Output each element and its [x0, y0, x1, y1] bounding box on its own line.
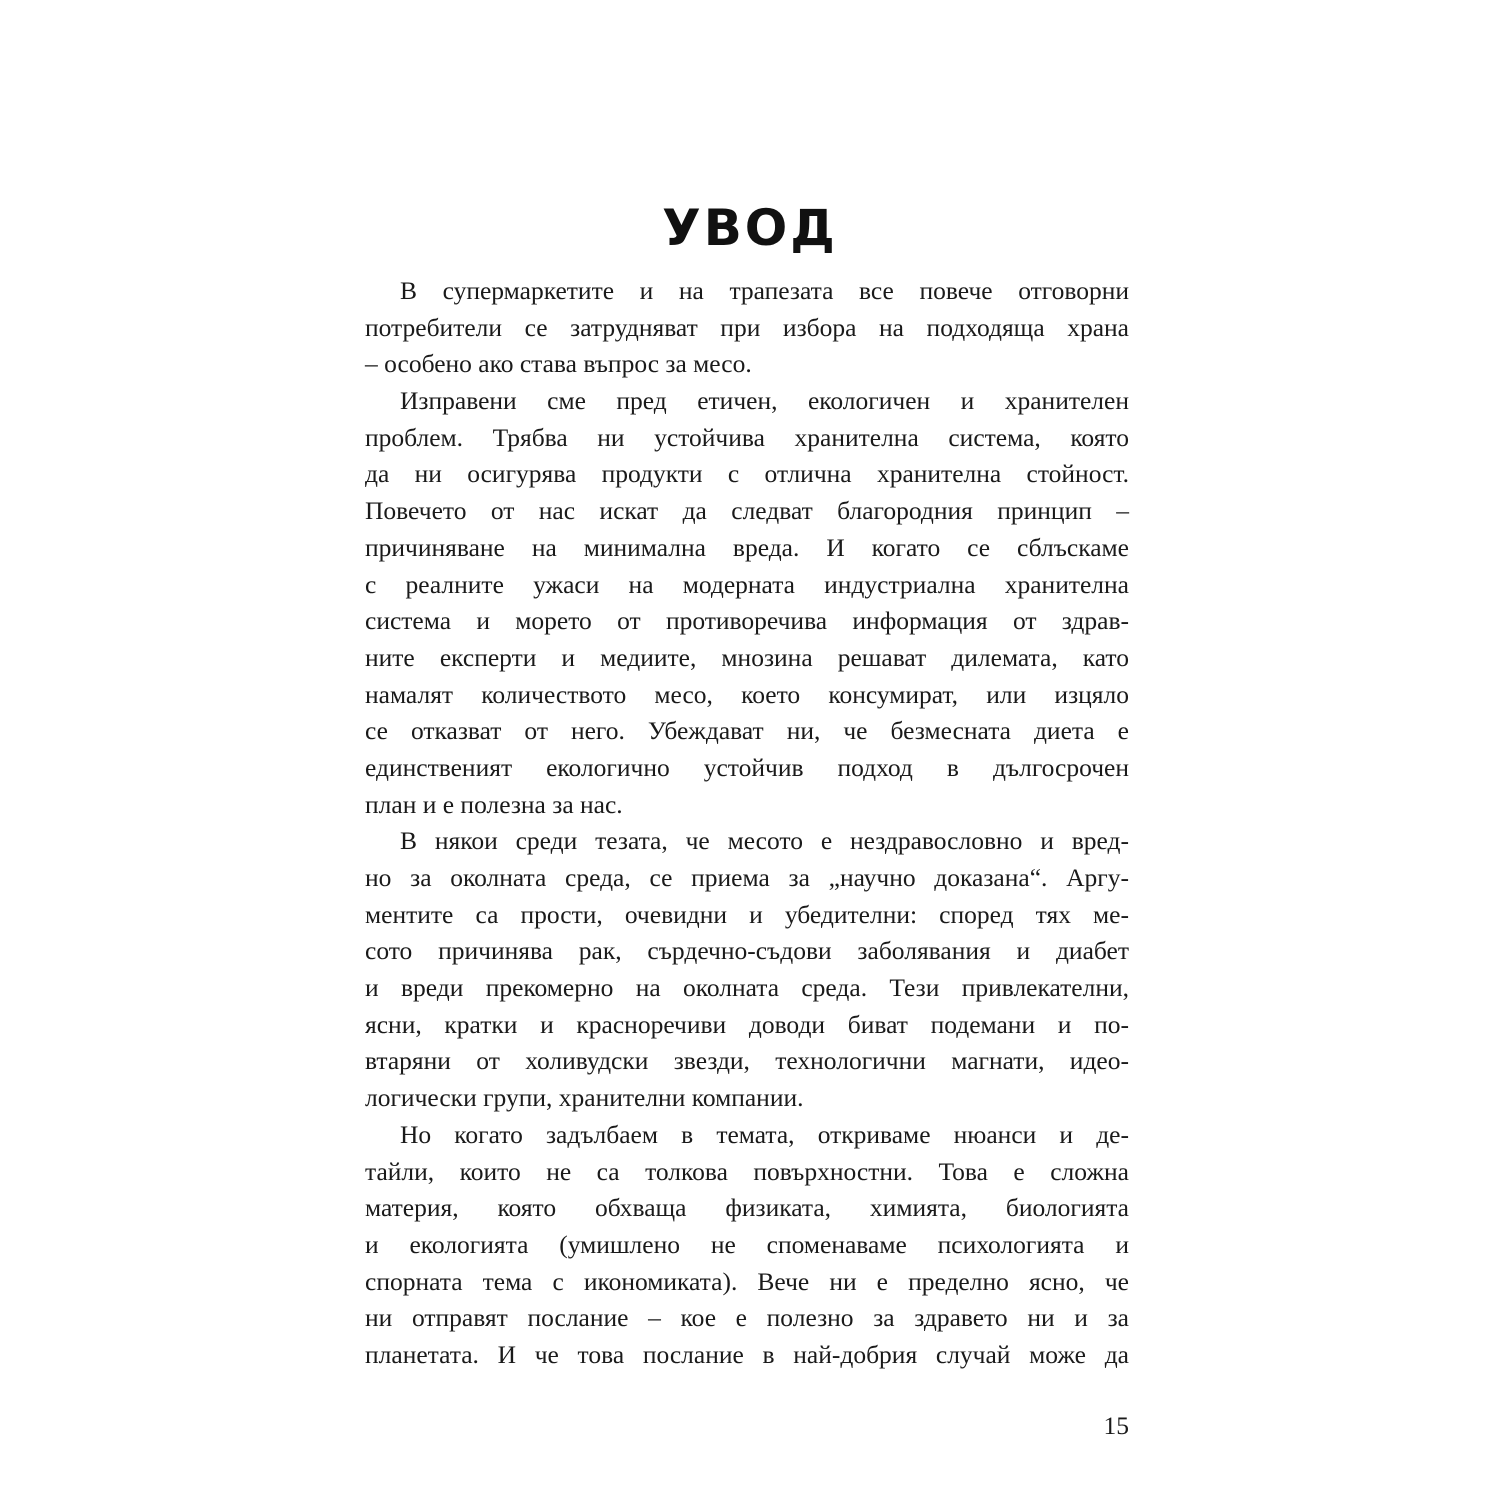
body-text — [365, 273, 1129, 1374]
text-line: ментите са прости, очевидни и убедителни: според тях ме- — [365, 899, 1129, 929]
text-line: планетата. И че това послание в най-добрия случай може да — [365, 1339, 1129, 1369]
page-number: 15 — [1103, 1411, 1129, 1440]
paragraph — [365, 383, 1129, 823]
text-line: потребители се затрудняват при избора на подходяща храна — [365, 312, 1129, 342]
text-line: втаряни от холивудски звезди, технологични магнати, идео- — [365, 1046, 1129, 1076]
text-line: система и морето от противоречива информация от здрав- — [365, 606, 1129, 636]
text-line: се отказват от него. Убеждават ни, че безмесната диета е — [365, 716, 1129, 746]
text-line: с реалните ужаси на модерната индустриална хранителна — [365, 569, 1129, 599]
text-line: и екологията (умишлено не споменаваме психологията и — [365, 1229, 1129, 1259]
paragraph — [365, 823, 1129, 1117]
text-line: план и е полезна за нас. — [365, 789, 623, 819]
text-line: ясни, кратки и красноречиви доводи биват подемани и по- — [365, 1009, 1129, 1039]
paragraph — [365, 1117, 1129, 1374]
paragraph — [365, 273, 1129, 383]
text-line: да ни осигурява продукти с отлична хранителна стойност. — [365, 459, 1129, 489]
text-line: В супермаркетите и на трапезата все повече отговорни — [400, 276, 1129, 305]
text-line: – особено ако става въпрос за месо. — [365, 349, 752, 379]
text-line: проблем. Трябва ни устойчива хранителна система, която — [365, 422, 1129, 452]
text-line: спорната тема с икономиката). Вече ни е пределно ясно, че — [365, 1266, 1129, 1296]
text-line: тайли, които не са толкова повърхностни. Това е сложна — [365, 1156, 1129, 1186]
text-line: логически групи, хранителни компании. — [365, 1083, 804, 1113]
text-line: материя, която обхваща физиката, химията, биологията — [365, 1193, 1129, 1223]
text-line: единственият екологично устойчив подход в дългосрочен — [365, 752, 1129, 782]
text-line: ните експерти и медиите, мнозина решават дилемата, като — [365, 642, 1129, 672]
chapter-title: УВОД — [662, 199, 838, 257]
text-line: В някои среди тезата, че месото е нездравословно и вред- — [400, 826, 1129, 856]
text-line: сото причинява рак, сърдечно-съдови заболявания и диабет — [365, 936, 1129, 966]
text-line: Но когато задълбаем в темата, откриваме нюанси и де- — [400, 1119, 1129, 1149]
text-line: Изправени сме пред етичен, екологичен и хранителен — [400, 386, 1129, 416]
text-line: и вреди прекомерно на околната среда. Тези привлекателни, — [365, 973, 1129, 1003]
text-line: Повечето от нас искат да следват благородния принцип – — [365, 496, 1129, 526]
text-line: ни отправят послание – кое е полезно за здравето ни и за — [365, 1303, 1129, 1333]
text-line: но за околната среда, се приема за „научно доказана“. Аргу- — [365, 863, 1129, 892]
text-line: намалят количеството месо, което консумират, или изцяло — [365, 679, 1129, 709]
text-line: причиняване на минимална вреда. И когато се сблъскаме — [365, 532, 1129, 562]
